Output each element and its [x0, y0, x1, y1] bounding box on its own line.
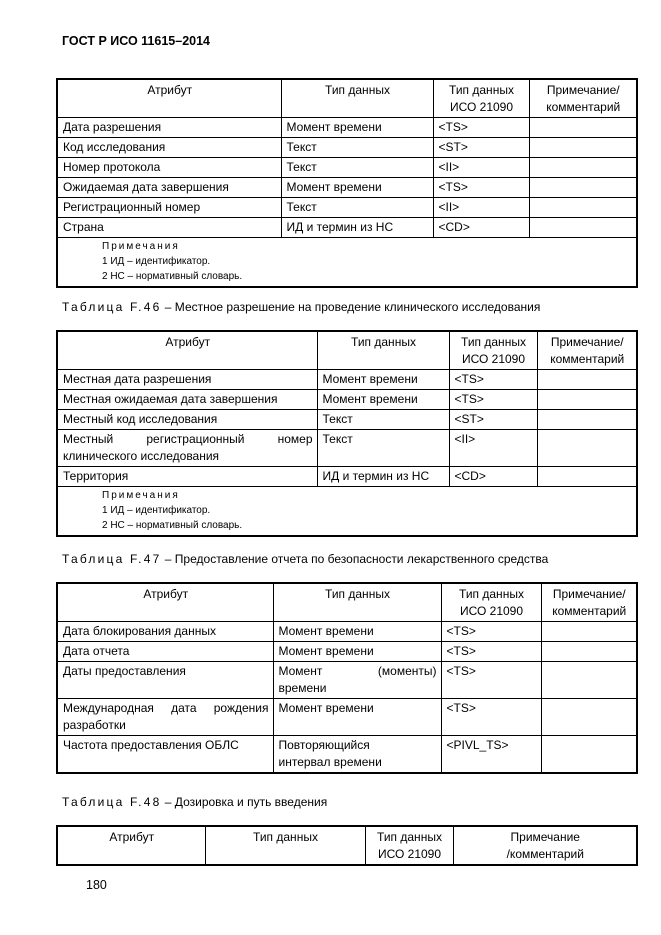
col-header-type: Тип данных: [205, 826, 365, 865]
cell-attr: Код исследования: [57, 138, 281, 158]
notes-title: Примечания: [102, 490, 180, 501]
cell-note: [541, 662, 637, 699]
col-header-iso: Тип данных ИСО 21090: [433, 79, 529, 118]
cell-attr: Дата разрешения: [57, 118, 281, 138]
table-row: [57, 178, 637, 198]
cell-type: Текст: [317, 430, 449, 467]
cell-iso: <TS>: [441, 662, 541, 699]
cell-iso: <TS>: [441, 622, 541, 642]
cell-note: [537, 410, 637, 430]
cell-iso: <TS>: [449, 390, 537, 410]
table-header-row: [57, 583, 637, 622]
cell-note: [541, 622, 637, 642]
cell-type: ИД и термин из НС: [281, 218, 433, 238]
document-header: ГОСТ Р ИСО 11615–2014: [62, 34, 211, 48]
cell-type: Момент (моменты) времени: [273, 662, 441, 699]
cell-note: [529, 158, 637, 178]
cell-type: Момент времени: [317, 370, 449, 390]
cell-type: Текст: [281, 198, 433, 218]
col-header-attribute: Атрибут: [57, 826, 205, 865]
cell-iso: <PIVL_TS>: [441, 736, 541, 774]
cell-iso: <ST>: [433, 138, 529, 158]
cell-attr: Номер протокола: [57, 158, 281, 178]
cell-attr: Ожидаемая дата завершения: [57, 178, 281, 198]
cell-iso: <II>: [433, 198, 529, 218]
note-item: 1 ИД – идентификатор.: [102, 256, 211, 267]
cell-type: Текст: [317, 410, 449, 430]
note-item: 2 НС – нормативный словарь.: [102, 520, 243, 531]
table-row: [57, 118, 637, 138]
col-header-attribute: Атрибут: [57, 331, 317, 370]
cell-type: Момент времени: [273, 622, 441, 642]
cell-note: [529, 138, 637, 158]
table-row: [57, 642, 637, 662]
cell-iso: <ST>: [449, 410, 537, 430]
table-row: [57, 467, 637, 487]
table-row: [57, 662, 637, 699]
note-item: 2 НС – нормативный словарь.: [102, 271, 243, 282]
table-row: [57, 430, 637, 467]
table-row: [57, 390, 637, 410]
cell-note: [529, 178, 637, 198]
table-header-row: [57, 826, 637, 865]
table-row: [57, 198, 637, 218]
table-notes: [57, 238, 637, 288]
col-header-note: Примечание /комментарий: [453, 826, 637, 865]
cell-note: [537, 430, 637, 467]
table-caption-f48: Таблица F.48 – Дозировка и путь введения: [62, 795, 328, 809]
col-header-type: Тип данных: [317, 331, 449, 370]
cell-iso: <CD>: [433, 218, 529, 238]
cell-iso: <TS>: [433, 118, 529, 138]
table-notes-row: [57, 238, 637, 288]
col-header-note: Примечание/ комментарий: [537, 331, 637, 370]
cell-note: [541, 642, 637, 662]
cell-type: Момент времени: [273, 699, 441, 736]
col-header-note: Примечание/ комментарий: [541, 583, 637, 622]
table-header-row: [57, 79, 637, 118]
table-notes: [57, 487, 637, 537]
col-header-iso: Тип данных ИСО 21090: [365, 826, 453, 865]
cell-note: [537, 467, 637, 487]
cell-attr: Даты предоставления: [57, 662, 273, 699]
cell-attr: Страна: [57, 218, 281, 238]
cell-iso: <TS>: [433, 178, 529, 198]
table-row: [57, 410, 637, 430]
cell-attr: Международная дата рождения разработки: [57, 699, 273, 736]
cell-attr: Территория: [57, 467, 317, 487]
cell-note: [541, 736, 637, 774]
col-header-attribute: Атрибут: [57, 79, 281, 118]
cell-type: Момент времени: [317, 390, 449, 410]
cell-type: Повторяющийся интервал времени: [273, 736, 441, 774]
table-f48: [56, 825, 638, 866]
cell-type: ИД и термин из НС: [317, 467, 449, 487]
table-row: [57, 736, 637, 774]
cell-attr: Дата блокирования данных: [57, 622, 273, 642]
cell-note: [529, 218, 637, 238]
cell-attr: Местный код исследования: [57, 410, 317, 430]
table-f47: [56, 582, 638, 774]
table-row: [57, 158, 637, 178]
cell-attr: Местный регистрационный номер клинического исследования: [57, 430, 317, 467]
cell-iso: <TS>: [441, 642, 541, 662]
table-notes-row: [57, 487, 637, 537]
page-number: 180: [86, 878, 107, 892]
cell-note: [529, 118, 637, 138]
cell-iso: <TS>: [449, 370, 537, 390]
cell-attr: Частота предоставления ОБЛС: [57, 736, 273, 774]
note-item: 1 ИД – идентификатор.: [102, 505, 211, 516]
cell-attr: Местная дата разрешения: [57, 370, 317, 390]
cell-note: [537, 390, 637, 410]
col-header-type: Тип данных: [273, 583, 441, 622]
table-row: [57, 138, 637, 158]
table-row: [57, 699, 637, 736]
cell-type: Момент времени: [281, 118, 433, 138]
col-header-type: Тип данных: [281, 79, 433, 118]
table-continued: [56, 78, 638, 288]
table-row: [57, 370, 637, 390]
cell-type: Текст: [281, 158, 433, 178]
cell-attr: Дата отчета: [57, 642, 273, 662]
table-row: [57, 218, 637, 238]
table-caption-f46: Таблица F.46 – Местное разрешение на проведение клинического исследования: [62, 300, 541, 314]
cell-iso: <II>: [449, 430, 537, 467]
cell-note: [541, 699, 637, 736]
cell-iso: <II>: [433, 158, 529, 178]
cell-attr: Регистрационный номер: [57, 198, 281, 218]
col-header-note: Примечание/ комментарий: [529, 79, 637, 118]
cell-iso: <TS>: [441, 699, 541, 736]
table-f46: [56, 330, 638, 537]
cell-attr: Местная ожидаемая дата завершения: [57, 390, 317, 410]
col-header-iso: Тип данных ИСО 21090: [441, 583, 541, 622]
cell-note: [529, 198, 637, 218]
cell-type: Текст: [281, 138, 433, 158]
col-header-iso: Тип данных ИСО 21090: [449, 331, 537, 370]
cell-type: Момент времени: [273, 642, 441, 662]
table-header-row: [57, 331, 637, 370]
cell-iso: <CD>: [449, 467, 537, 487]
cell-note: [537, 370, 637, 390]
notes-title: Примечания: [102, 241, 180, 252]
cell-type: Момент времени: [281, 178, 433, 198]
col-header-attribute: Атрибут: [57, 583, 273, 622]
table-row: [57, 622, 637, 642]
table-caption-f47: Таблица F.47 – Предоставление отчета по безопасности лекарственного средства: [62, 552, 549, 566]
